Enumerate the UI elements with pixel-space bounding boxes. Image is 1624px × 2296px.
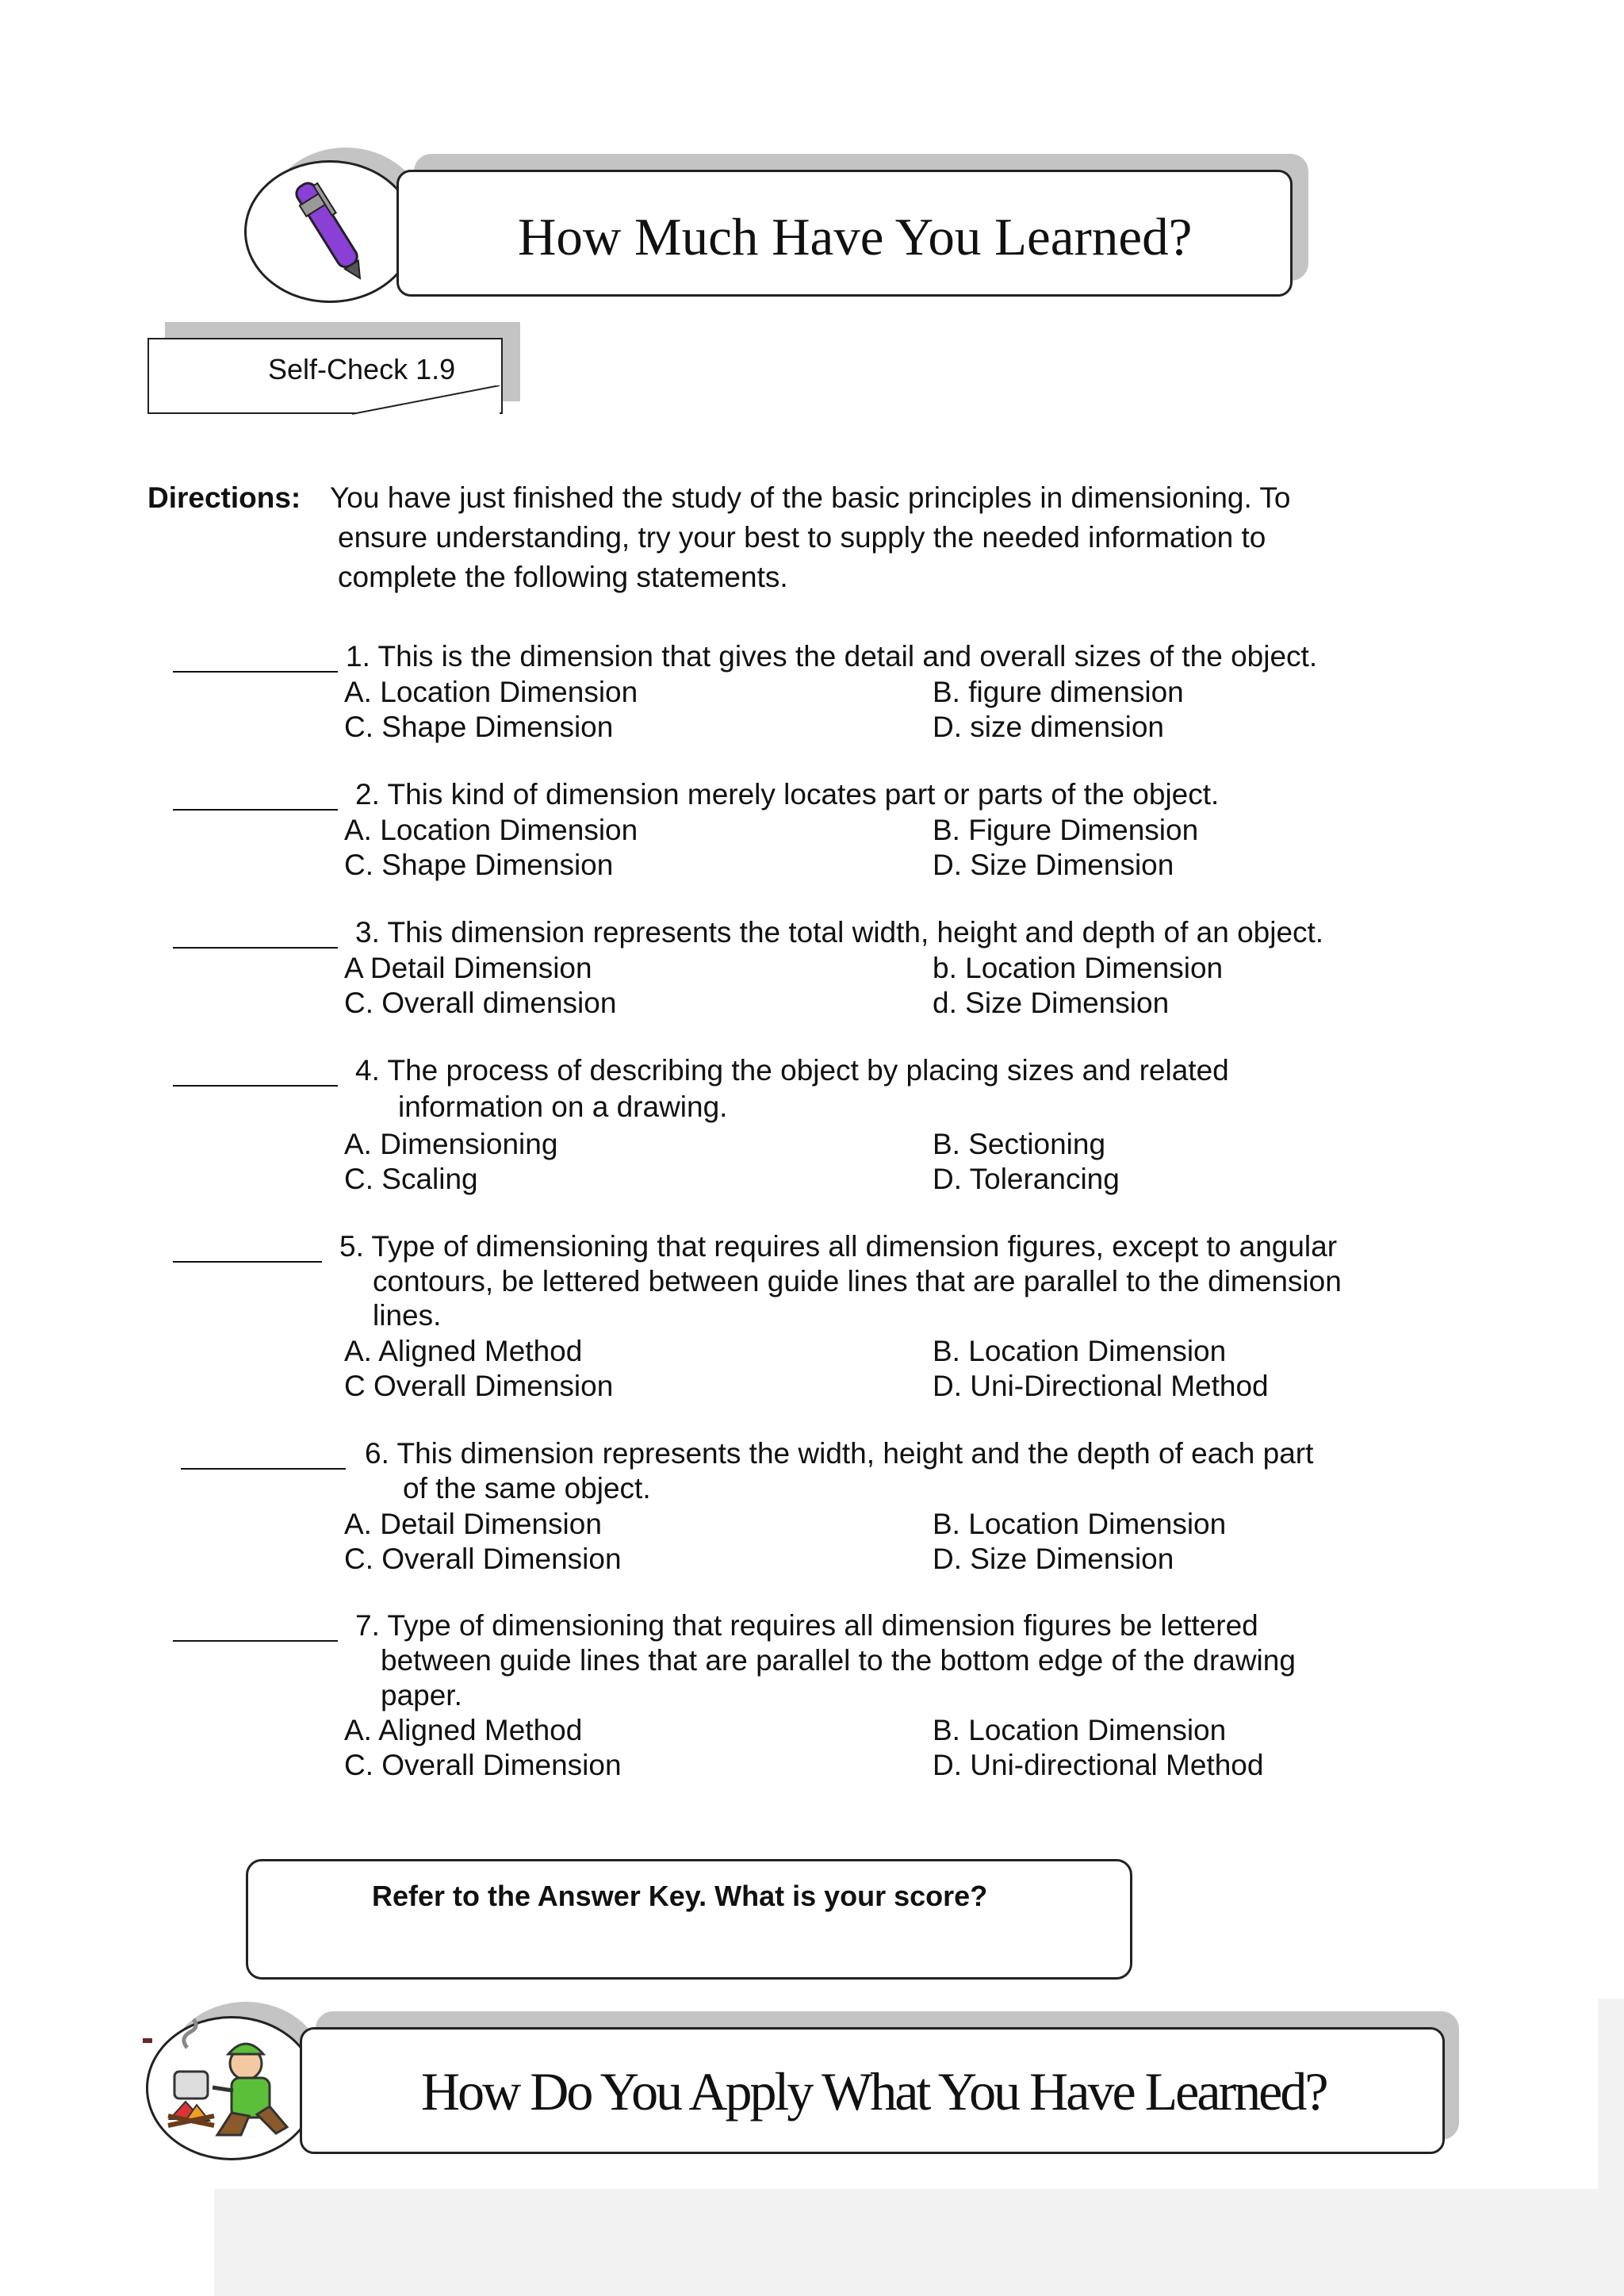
choice-c: C. Shape Dimension bbox=[344, 711, 614, 743]
tab-fold bbox=[352, 385, 511, 417]
answer-blank[interactable] bbox=[173, 1085, 338, 1087]
choice-c: C Overall Dimension bbox=[344, 1370, 614, 1402]
choice-c: C. Scaling bbox=[344, 1163, 478, 1195]
choice-d: D. Size Dimension bbox=[933, 849, 1174, 881]
question-stem: contours, be lettered between guide lines that are parallel to the dimension bbox=[373, 1265, 1342, 1297]
choice-d: d. Size Dimension bbox=[933, 987, 1170, 1019]
icon-circle bbox=[244, 160, 416, 303]
question-stem: 7. Type of dimensioning that requires all dimension figures be lettered bbox=[355, 1609, 1258, 1642]
section-title: How Do You Apply What You Have Learned? bbox=[421, 2061, 1327, 2122]
choice-b: B. Figure Dimension bbox=[933, 814, 1199, 846]
choice-b: b. Location Dimension bbox=[933, 952, 1224, 984]
answer-blank[interactable] bbox=[173, 1640, 338, 1642]
question-stem: paper. bbox=[381, 1679, 462, 1711]
score-prompt: Refer to the Answer Key. What is your score? bbox=[372, 1880, 988, 1912]
directions-line: You have just finished the study of the basic principles in dimensioning. To bbox=[330, 481, 1291, 514]
question-stem: between guide lines that are parallel to the bottom edge of the drawing bbox=[381, 1644, 1296, 1677]
answer-blank[interactable] bbox=[173, 809, 338, 811]
choice-a: A. Aligned Method bbox=[344, 1714, 583, 1746]
banner-box bbox=[396, 170, 1293, 297]
choice-a: A Detail Dimension bbox=[344, 952, 592, 984]
choice-d: D. Uni-Directional Method bbox=[933, 1370, 1269, 1402]
question-stem: information on a drawing. bbox=[398, 1091, 728, 1123]
choice-a: A. Detail Dimension bbox=[344, 1508, 602, 1540]
choice-a: A. Location Dimension bbox=[344, 814, 638, 846]
question-stem: 3. This dimension represents the total width, height and depth of an object. bbox=[355, 916, 1324, 949]
choice-b: B. Location Dimension bbox=[933, 1335, 1227, 1367]
page-title: How Much Have You Learned? bbox=[518, 208, 1193, 266]
choice-c: C. Overall dimension bbox=[344, 987, 617, 1019]
choice-d: D. Size Dimension bbox=[933, 1543, 1174, 1575]
directions-line: complete the following statements. bbox=[338, 561, 788, 593]
question-stem: lines. bbox=[373, 1299, 442, 1332]
directions-label: Directions: bbox=[147, 481, 301, 514]
self-check-label: Self-Check 1.9 bbox=[268, 353, 456, 385]
choice-c: C. Overall Dimension bbox=[344, 1543, 622, 1575]
banner-box bbox=[300, 2027, 1445, 2154]
answer-blank[interactable] bbox=[173, 947, 338, 949]
question-stem: of the same object. bbox=[403, 1472, 651, 1504]
choice-d: D. size dimension bbox=[933, 711, 1165, 743]
choice-d: D. Tolerancing bbox=[933, 1163, 1120, 1195]
answer-blank[interactable] bbox=[181, 1468, 346, 1470]
question-stem: 1. This is the dimension that gives the detail and overall sizes of the object. bbox=[346, 640, 1318, 673]
choice-b: B. Location Dimension bbox=[933, 1714, 1227, 1746]
page-bottom-shade bbox=[214, 2189, 1610, 2296]
score-box bbox=[246, 1859, 1132, 1980]
choice-d: D. Uni-directional Method bbox=[933, 1749, 1264, 1781]
question-stem: 5. Type of dimensioning that requires all dimension figures, except to angular bbox=[339, 1230, 1338, 1263]
choice-a: A. Location Dimension bbox=[344, 676, 638, 708]
icon-circle bbox=[146, 2016, 317, 2160]
question-stem: 4. The process of describing the object by placing sizes and related bbox=[355, 1054, 1229, 1087]
question-stem: 2. This kind of dimension merely locates part or parts of the object. bbox=[355, 778, 1220, 811]
choice-b: B. Sectioning bbox=[933, 1128, 1106, 1160]
answer-blank[interactable] bbox=[173, 1261, 322, 1263]
choice-c: C. Overall Dimension bbox=[344, 1749, 622, 1781]
answer-blank[interactable] bbox=[173, 671, 338, 673]
choice-a: A. Dimensioning bbox=[344, 1128, 558, 1160]
choice-a: A. Aligned Method bbox=[344, 1335, 583, 1367]
camper-cooking-icon bbox=[146, 2016, 317, 2160]
choice-b: B. Location Dimension bbox=[933, 1508, 1227, 1540]
question-stem: 6. This dimension represents the width, height and the depth of each part bbox=[365, 1437, 1314, 1470]
choice-c: C. Shape Dimension bbox=[344, 849, 614, 881]
choice-b: B. figure dimension bbox=[933, 676, 1184, 708]
pen-icon bbox=[244, 160, 416, 303]
directions-line: ensure understanding, try your best to supply the needed information to bbox=[338, 521, 1266, 554]
